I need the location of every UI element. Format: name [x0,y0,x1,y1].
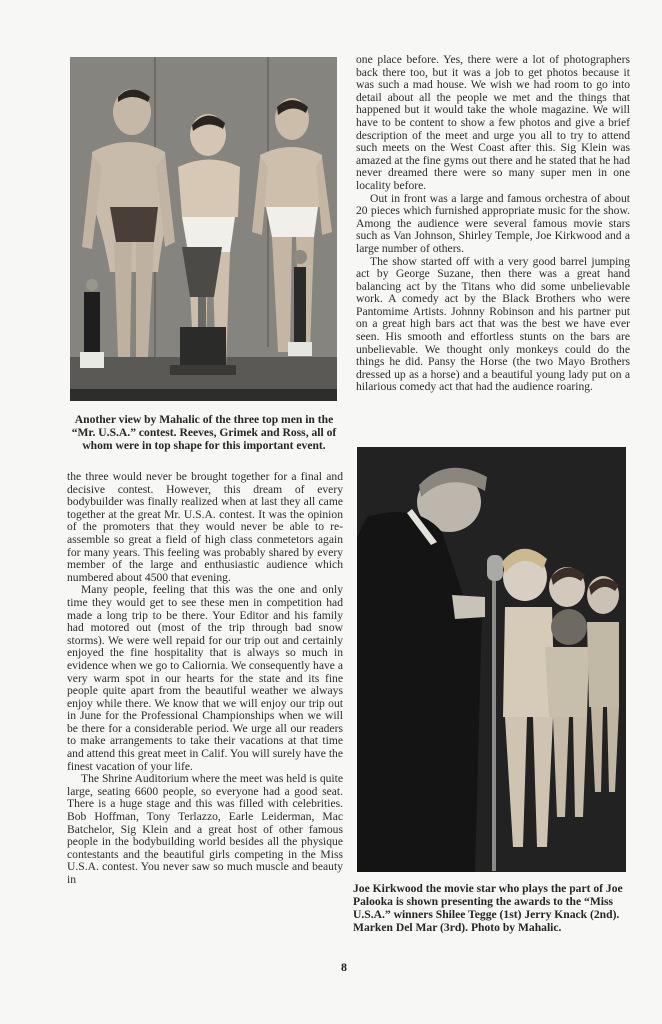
photo-caption-mr-usa: Another view by Mahalic of the three top men in the “Mr. U.S.A.” contest. Reeves, Grimek and Ross, all of whom were in top shape for this important event. [71,413,337,452]
page-number: 8 [341,960,347,974]
article-paragraph: the three would never be brought together for a final and decisive contest. However, this dream of every bodybuilder was finally realized when at last they all came together at the great Mr. U.S.A. contest. It was the opinion of the promoters that they would never be able to reassemble so great a field of high class conmetetors again for many years. This feeling was probably shared by every member of the large and enthusiastic audience which numbered about 4500 that evening. [67,470,343,584]
article-paragraph: The Shrine Auditorium where the meet was held is quite large, seating 6600 people, so everyone had a good seat. There is a huge stage and this was filled with celebrities. Bob Hoffman, Tony Terlazzo, Earle Leiderman, Mac Batchelor, Sig Klein and a great host of other famous people in the bodybuilding world besides all the physique contestants and the beautiful girls competing in the Miss U.S.A. contest. You never saw so much muscle and beauty in [67,772,343,886]
photo-caption-miss-usa: Joe Kirkwood the movie star who plays the part of Joe Palooka is shown presenting the awards to the “Miss U.S.A.” winners Shilee Tegge (1st) Jerry Knack (2nd). Marken Del Mar (3rd). Photo by Mahalic. [353,882,623,934]
photo-miss-usa-awards [357,447,626,872]
bodybuilders-illustration [70,57,337,401]
article-paragraph: The show started off with a very good barrel jumping act by George Suzane, then there was a great hand balancing act by the Titans who did some unbelievable work. A comedy act by the Black Brothers who were Pantomime Artists. Johnny Robinson and his partner put on a great high bars act that was the best we have ever seen. His smooth and effortless stunts on the bars are unbelievable. We thought only monkeys could do the things he did. Pansy the Horse (the two Mayo Brothers dressed up as a horse) and a beautiful young lady put on a hilarious comedy act that had the audience roaring. [356,254,630,394]
article-column-right [356,54,630,394]
article-column-left [67,471,343,887]
awards-illustration [357,447,626,872]
photo-bodybuilders-trophies [70,57,337,401]
article-paragraph: one place before. Yes, there were a lot of photographers back there too, but it was a job to get photos because it was such a mad house. We wish we had room to go into detail about all the people we met and the things that happened but it would take the whole magazine. We will have to be content to show a few photos and give a brief description of the meet and urge you all to try to attend such meets on the West Coast after this. Sig Klein was amazed at the fine gyms out there and he stated that he had never dreamed there were so many super men in one locality before. [356,53,630,192]
article-paragraph: Out in front was a large and famous orchestra of about 20 pieces which furnished appropriate music for the show. Among the audience were several famous movie stars such as Van Johnson, Shirley Temple, Joe Kirkwood and a large number of others. [356,191,630,255]
article-paragraph: Many people, feeling that this was the one and only time they would get to see these men in competition had made a long trip to be there. Your Editor and his family had motored out (most of the trip through bad snow storms). We were well repaid for our trip out and certainly enjoyed the fine hospitality that is always so much in evidence when we go to Caliornia. We consequently have a very warm spot in our hearts for the state and its fine people quite apart from the beautiful weather we always enjoy while there. We know that we will enjoy our trip out in June for the Professional Championships when we will be there for a considerable period. We urge all our readers to make arrangements to take their vacations at that time and attend this great meet in Calif. You will surely have the finest vacation of your life. [67,583,343,773]
